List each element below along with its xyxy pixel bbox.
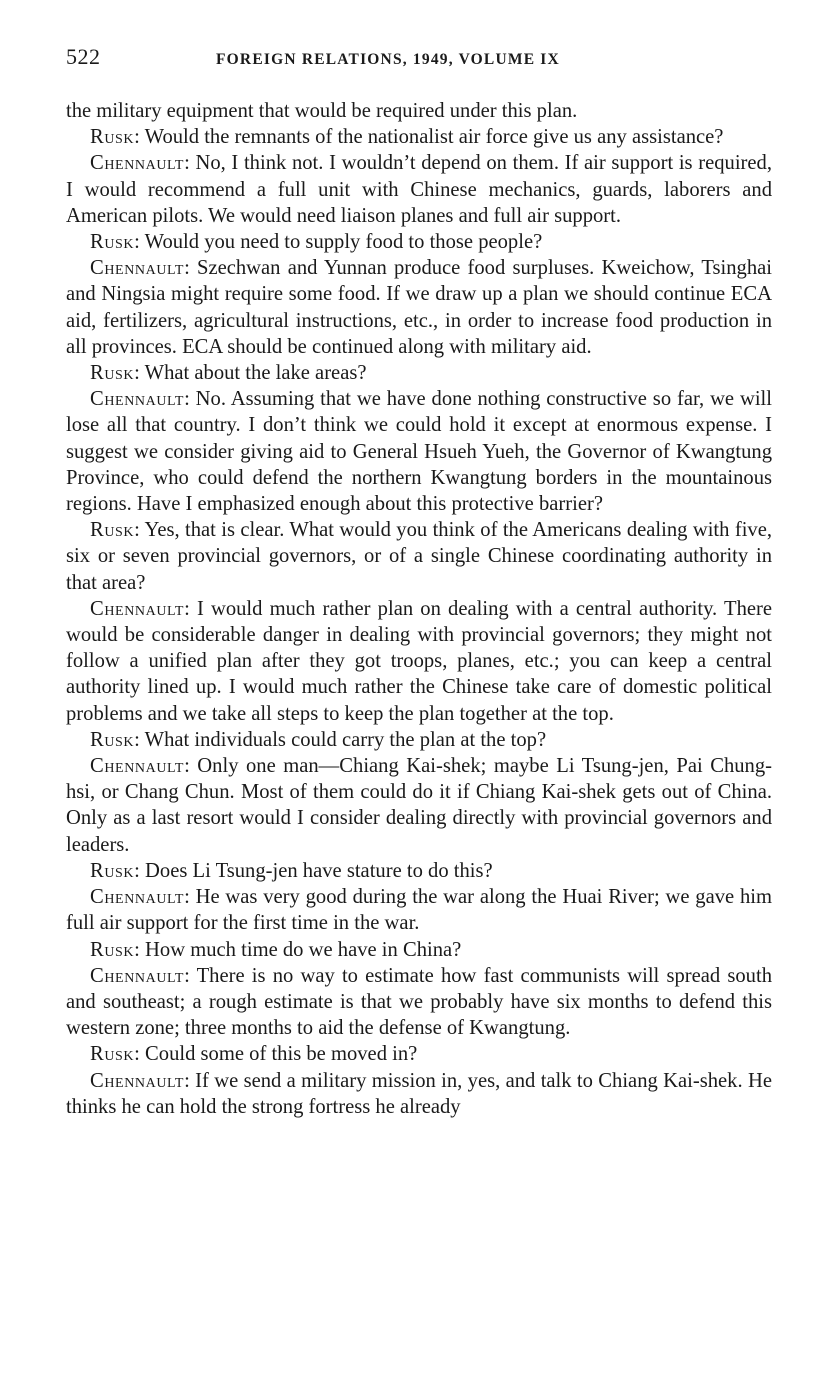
paragraph-text: What individuals could carry the plan at the top? — [144, 728, 547, 751]
speaker-name: Rusk — [90, 1043, 135, 1066]
paragraph-text: the military equipment that would be required under this plan. — [66, 100, 578, 122]
speaker-separator: : — [184, 257, 197, 280]
paragraph-text: There is no way to estimate how fast communists will spread south and southeast; a rough estimate is that we probably have six months to defend this western zone; three months to aid the defense of Kwangtung. — [66, 964, 772, 1040]
paragraph — [66, 1068, 772, 1120]
speaker-name: Chennault — [90, 152, 185, 175]
paragraph-text: Only one man—Chiang Kai-shek; maybe Li Tsung-jen, Pai Chung-hsi, or Chang Chun. Most of them could do it if Chiang Kai-shek gets out of China. Only as a last resort would I consider dealing directly with provincial governors and leaders. — [66, 755, 772, 856]
speaker-name: Rusk — [90, 859, 135, 882]
paragraph-text: He was very good during the war along the Huai River; we gave him full air support for the first time in the war. — [66, 886, 772, 935]
paragraph — [66, 753, 772, 858]
paragraph — [66, 386, 772, 517]
speaker-name: Chennault — [90, 1069, 185, 1092]
speaker-separator: : — [184, 886, 196, 909]
paragraph-text: What about the lake areas? — [144, 362, 367, 385]
paragraph-text: Szechwan and Yunnan produce food surpluses. Kweichow, Tsinghai and Ningsia might require some food. If we draw up a plan we should continue ECA aid, fertilizers, agricultural instructions, etc., in order to increase food production in all provinces. ECA should be continued along with military aid. — [66, 257, 772, 358]
speaker-separator: : — [184, 1069, 196, 1092]
paragraph — [66, 937, 772, 963]
paragraph-text: Yes, that is clear. What would you think of the Americans dealing with five, six or seven provincial governors, or of a single Chinese coordinating authority in that area? — [66, 519, 772, 594]
speaker-name: Chennault — [90, 886, 185, 909]
speaker-name: Rusk — [90, 362, 135, 385]
speaker-name: Rusk — [90, 728, 135, 751]
paragraph-text: No, I think not. I wouldn’t depend on them. If air support is required, I would recommend a full unit with Chinese mechanics, guards, laborers and American pilots. We would need liaison planes and full air support. — [66, 152, 772, 227]
paragraph — [66, 596, 772, 727]
paragraph — [66, 98, 772, 124]
paragraph-text: Would you need to supply food to those people? — [144, 231, 543, 254]
paragraph — [66, 727, 772, 753]
speaker-separator: : — [134, 1043, 146, 1066]
paragraph-text: I would much rather plan on dealing with a central authority. There would be considerable danger in dealing with provincial governors; they might not follow a unified plan after they got troops, planes, etc.; you can keep a central authority lined up. I would much rather the Chinese take care of domestic political problems and we take all steps to keep the plan together at the top. — [66, 597, 773, 725]
page-number: 522 — [66, 44, 101, 69]
paragraph — [66, 1041, 772, 1067]
paragraph — [66, 963, 772, 1042]
speaker-name: Rusk — [90, 519, 135, 542]
paragraph-text: Would the remnants of the nationalist air force give us any assistance? — [144, 126, 724, 149]
speaker-name: Chennault — [90, 964, 185, 987]
paragraph — [66, 884, 772, 936]
speaker-name: Chennault — [90, 388, 185, 411]
speaker-name: Rusk — [90, 126, 135, 149]
speaker-separator: : — [184, 388, 196, 411]
speaker-separator: : — [134, 362, 145, 385]
paragraph-text: How much time do we have in China? — [145, 938, 462, 961]
paragraph-text: No. Assuming that we have done nothing constructive so far, we will lose all that country. I don’t think we could hold it except at enormous expense. I suggest we consider giving aid to General Hsueh Yueh, the Governor of Kwangtung Province, who could defend the northern Kwangtung borders in the mountainous regions. Have I emphasized enough about this protective barrier? — [66, 388, 772, 516]
speaker-separator: : — [184, 964, 197, 987]
paragraph — [66, 150, 772, 229]
document-page — [66, 44, 772, 1120]
paragraph-text: Does Li Tsung-jen have stature to do this? — [145, 859, 493, 882]
speaker-name: Chennault — [90, 597, 185, 620]
body-text — [66, 98, 772, 1120]
page-header — [66, 44, 772, 78]
speaker-name: Rusk — [90, 938, 135, 961]
speaker-separator: : — [134, 519, 145, 542]
paragraph — [66, 124, 772, 150]
paragraph-text: If we send a military mission in, yes, and talk to Chiang Kai-shek. He thinks he can hold the strong fortress he already — [66, 1069, 772, 1118]
paragraph — [66, 229, 772, 255]
speaker-separator: : — [134, 859, 146, 882]
speaker-name: Chennault — [90, 755, 185, 778]
paragraph — [66, 858, 772, 884]
paragraph-text: Could some of this be moved in? — [145, 1043, 418, 1066]
speaker-separator: : — [134, 231, 145, 254]
speaker-name: Chennault — [90, 257, 185, 280]
speaker-separator: : — [134, 728, 145, 751]
paragraph — [66, 517, 772, 596]
paragraph — [66, 360, 772, 386]
speaker-name: Rusk — [90, 231, 135, 254]
paragraph — [66, 255, 772, 360]
speaker-separator: : — [134, 126, 145, 149]
speaker-separator: : — [184, 755, 198, 778]
running-head: FOREIGN RELATIONS, 1949, VOLUME IX — [216, 51, 560, 68]
speaker-separator: : — [184, 597, 197, 620]
speaker-separator: : — [184, 152, 196, 175]
speaker-separator: : — [134, 938, 146, 961]
